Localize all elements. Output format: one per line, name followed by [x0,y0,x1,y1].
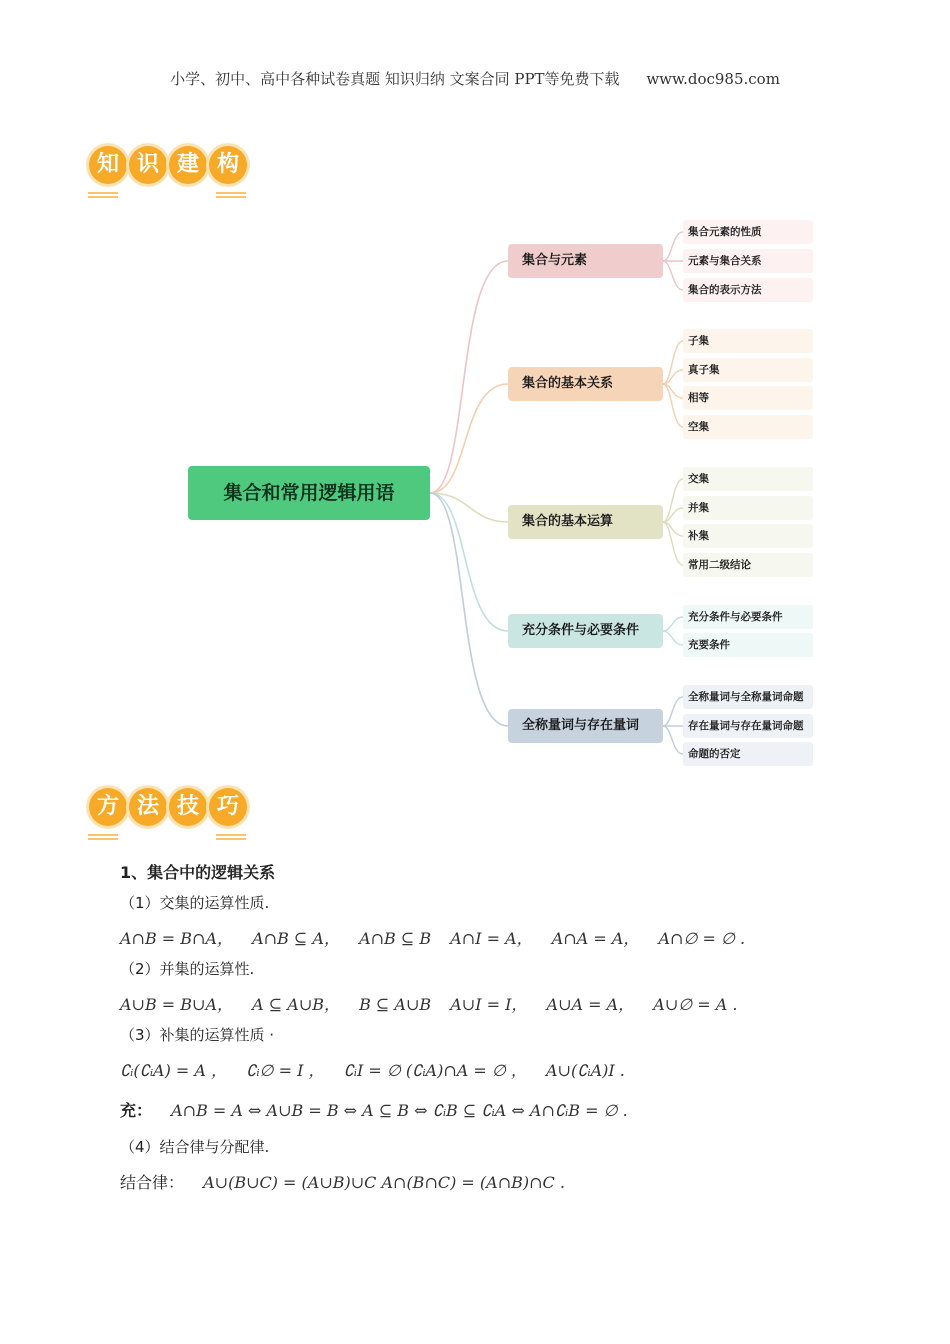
formula: ∁ᵢ(∁ᵢA) = A ， [120,1061,228,1080]
leaf-node: 空集 [683,415,813,439]
subheading-union: （2）并集的运算性. [120,960,255,978]
leaf-node: 并集 [683,496,813,520]
formula: A∪I = I， [450,995,528,1014]
leaf-node: 元素与集合关系 [683,249,813,273]
branch-set-and-element: 集合与元素 [508,244,663,278]
formula-label: 充： [120,1101,153,1120]
leaf-node: 集合的表示方法 [683,278,813,302]
badge-underline [88,834,118,836]
section-title-knowledge [86,146,254,206]
badge-char: 技 [169,788,207,826]
formula: A ⊆ A∪B， [252,995,340,1014]
badge-underline [88,196,118,198]
badge-underline [216,838,246,840]
badge-underline [216,192,246,194]
leaf-node: 充分条件与必要条件 [683,605,813,629]
badge-char: 巧 [209,788,247,826]
formula-line-equivalence [120,1098,642,1121]
branch-basic-operations: 集合的基本运算 [508,505,663,539]
formula: A∪(∁ᵢA)I . [546,1061,625,1080]
formula-line-union [120,992,751,1015]
leaf-node: 集合元素的性质 [683,220,813,244]
subheading-complement: （3）补集的运算性质 · [120,1026,275,1044]
subheading-intersection: （1）交集的运算性质. [120,894,270,912]
leaf-node: 补集 [683,524,813,548]
formula: A∩I = A， [450,929,533,948]
subheading-laws: （4）结合律与分配律. [120,1138,270,1156]
badge-char: 法 [129,788,167,826]
leaf-node: 交集 [683,467,813,491]
leaf-node: 全称量词与全称量词命题 [683,685,813,709]
page-header [0,68,950,89]
leaf-node: 常用二级结论 [683,553,813,577]
leaf-node: 存在量词与存在量词命题 [683,714,813,738]
formula-line-complement [120,1058,639,1081]
formula: A∩B ⊆ B [359,929,432,948]
leaf-node: 真子集 [683,358,813,382]
header-text: 小学、初中、高中各种试卷真题 知识归纳 文案合同 PPT等免费下载 [170,70,620,88]
formula: A∪B = B∪A， [120,995,234,1014]
branch-basic-relations: 集合的基本关系 [508,367,663,401]
badge-char: 方 [89,788,127,826]
formula: A∩B = A ⇔ A∪B = B ⇔ A ⊆ B ⇔ ∁ᵢB ⊆ ∁ᵢA ⇔ A∩∁ᵢB = ∅ . [171,1101,628,1120]
formula: ∁ᵢ∅ = I ， [246,1061,325,1080]
formula: A∪∅ = A . [653,995,738,1014]
leaf-node: 相等 [683,386,813,410]
badge-char: 知 [89,146,127,184]
formula: ∁ᵢI = ∅ (∁ᵢA)∩A = ∅ ， [343,1061,527,1080]
leaf-node: 子集 [683,329,813,353]
badge-char: 识 [129,146,167,184]
connector-root [430,261,508,726]
formula: A∩B ⊆ A， [252,929,340,948]
formula-line-associative [120,1170,579,1193]
badge-underline [216,834,246,836]
badge-underline [88,838,118,840]
formula-label: 结合律： [120,1173,185,1192]
badge-underline [216,196,246,198]
section-title-methods [86,788,254,848]
branch-quantifiers: 全称量词与存在量词 [508,709,663,743]
formula: A∩∅ = ∅ . [658,929,746,948]
connector-leaves [663,232,683,754]
formula: A∩B = B∩A， [120,929,234,948]
header-url[interactable]: www.doc985.com [646,70,780,88]
badge-char: 构 [209,146,247,184]
branch-conditions: 充分条件与必要条件 [508,614,663,648]
formula-line-intersection [120,926,759,949]
mindmap-root: 集合和常用逻辑用语 [188,466,430,520]
formula: A∩A = A， [551,929,640,948]
formula: A∪(B∪C) = (A∪B)∪C A∩(B∩C) = (A∩B)∩C . [203,1173,565,1192]
leaf-node: 充要条件 [683,633,813,657]
content-heading: 1、集合中的逻辑关系 [120,863,276,882]
leaf-node: 命题的否定 [683,742,813,766]
badge-char: 建 [169,146,207,184]
badge-underline [88,192,118,194]
formula: A∪A = A， [546,995,635,1014]
formula: B ⊆ A∪B [359,995,432,1014]
